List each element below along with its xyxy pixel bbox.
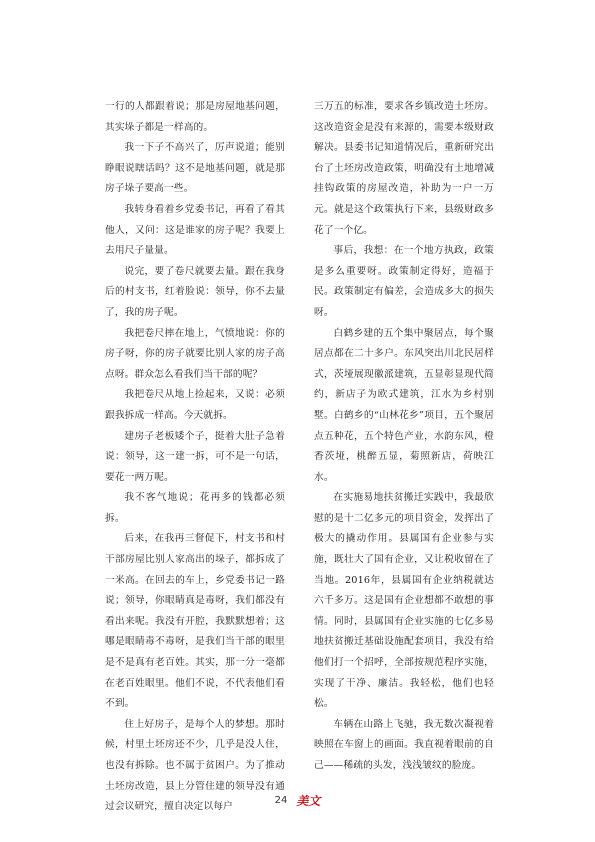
paragraph: 住上好房子，是每个人的梦想。那时候，村里土坯房还不少，几乎是没人住，也没有拆除。也不属于贫困户。为了推动土坯房改造，县上分管住建的领导没有通过会议研究，擅自决定以每户 xyxy=(105,718,285,813)
page-number: 24 xyxy=(274,795,288,806)
paragraph: 车辆在山路上飞驰，我无数次凝视着映照在车窗上的画面。我直视着眼前的自己——稀疏的头发，浅浅皱纹的脸庞。 xyxy=(314,718,494,771)
paragraph: 后来，在我再三督促下，村支书和村干部房屋比别人家高出的垛子，都拆成了一米高。在回去的车上，乡党委书记一路说；领导，你眼睛真是毒呀，我们都没有看出来呢。我没有开腔，我默默想着；这哪是眼睛毒不毒呀，是我们当干部的眼里是不是真有老百姓。其实，那一分一毫都在老百姓眼里。他们不说，不代表他们看不到。 xyxy=(105,533,285,710)
right-text-column xyxy=(314,97,494,777)
top-margin-band xyxy=(0,0,595,92)
paragraph: 我把卷尺摔在地上，气愤地说：你的房子呀，你的房子就要比别人家的房子高点呀。群众怎么看我们当干部的呢？ xyxy=(105,327,285,380)
paragraph: 建房子老板矮个子，挺着大肚子急着说：领导，这一建一拆，可不是一句话，要花一两万呢。 xyxy=(105,430,285,483)
paragraph: 我一下子不高兴了，厉声说道；能别睁眼说瞎话吗？这不是地基问题，就是那房子垛子要高一些。 xyxy=(105,142,285,195)
paragraph: 我转身看着乡党委书记，再看了看其他人，又问：这是谁家的房子呢？我要上去用尺子量量。 xyxy=(105,203,285,257)
paragraph: 三万五的标准，要求各乡镇改造土坯房。这改造资金是没有来源的，需要本级财政解决。县委书记知道情况后，重新研究出台了土坯房改造政策，明确没有土地增减挂钩政策的房屋改造，补助为一户一万元。就是这个政策执行下来，县级财政多花了一个亿。 xyxy=(314,101,494,236)
page-footer xyxy=(0,790,595,810)
magazine-logo: 美文 xyxy=(296,794,321,808)
paragraph: 白鹤乡建的五个集中聚居点，每个聚居点都在二十多户。东风突出川北民居样式，茨垭展现徽派建筑，五显彰显现代简约，新店子为欧式建筑，江水为乡村别墅。白鹤乡的“山林花乡”项目，五个聚居点五种花，五个特色产业，水韵东风，橙香茨垭，桃醉五显，菊照新店，荷映江水。 xyxy=(314,327,494,483)
paragraph: 一行的人都跟着说；那是房屋地基问题，其实垛子都是一样高的。 xyxy=(105,101,285,133)
left-text-column xyxy=(105,97,285,818)
paragraph: 说完，要了卷尺就要去量。跟在我身后的村支书，红着脸说：领导，你不去量了，我的房子呢。 xyxy=(105,265,285,318)
paragraph: 我把卷尺从地上捡起来，又说：必须跟我拆成一样高。今天就拆。 xyxy=(105,389,285,421)
paragraph: 在实施易地扶贫搬迁实践中，我最欣慰的是十二亿多元的项目资金，发挥出了极大的撬动作用。县属国有企业参与实施，既壮大了国有企业，又让税收留在了当地。2016年，县属国有企业纳税就达六千多万。这是国有企业想都不敢想的事情。同时，县属国有企业实施的七亿多易地扶贫搬迁基础设施配套项目，我没有给他们打一个招呼，全部按规范程序实施，实现了干净、廉洁。我轻松，他们也轻松。 xyxy=(314,492,494,710)
paragraph: 事后，我想：在一个地方执政，政策是多么重要呀。政策制定得好，造福于民。政策制定有偏差，会造成多大的损失呀。 xyxy=(314,245,494,318)
paragraph: 我不客气地说；花再多的钱都必须拆。 xyxy=(105,492,285,524)
